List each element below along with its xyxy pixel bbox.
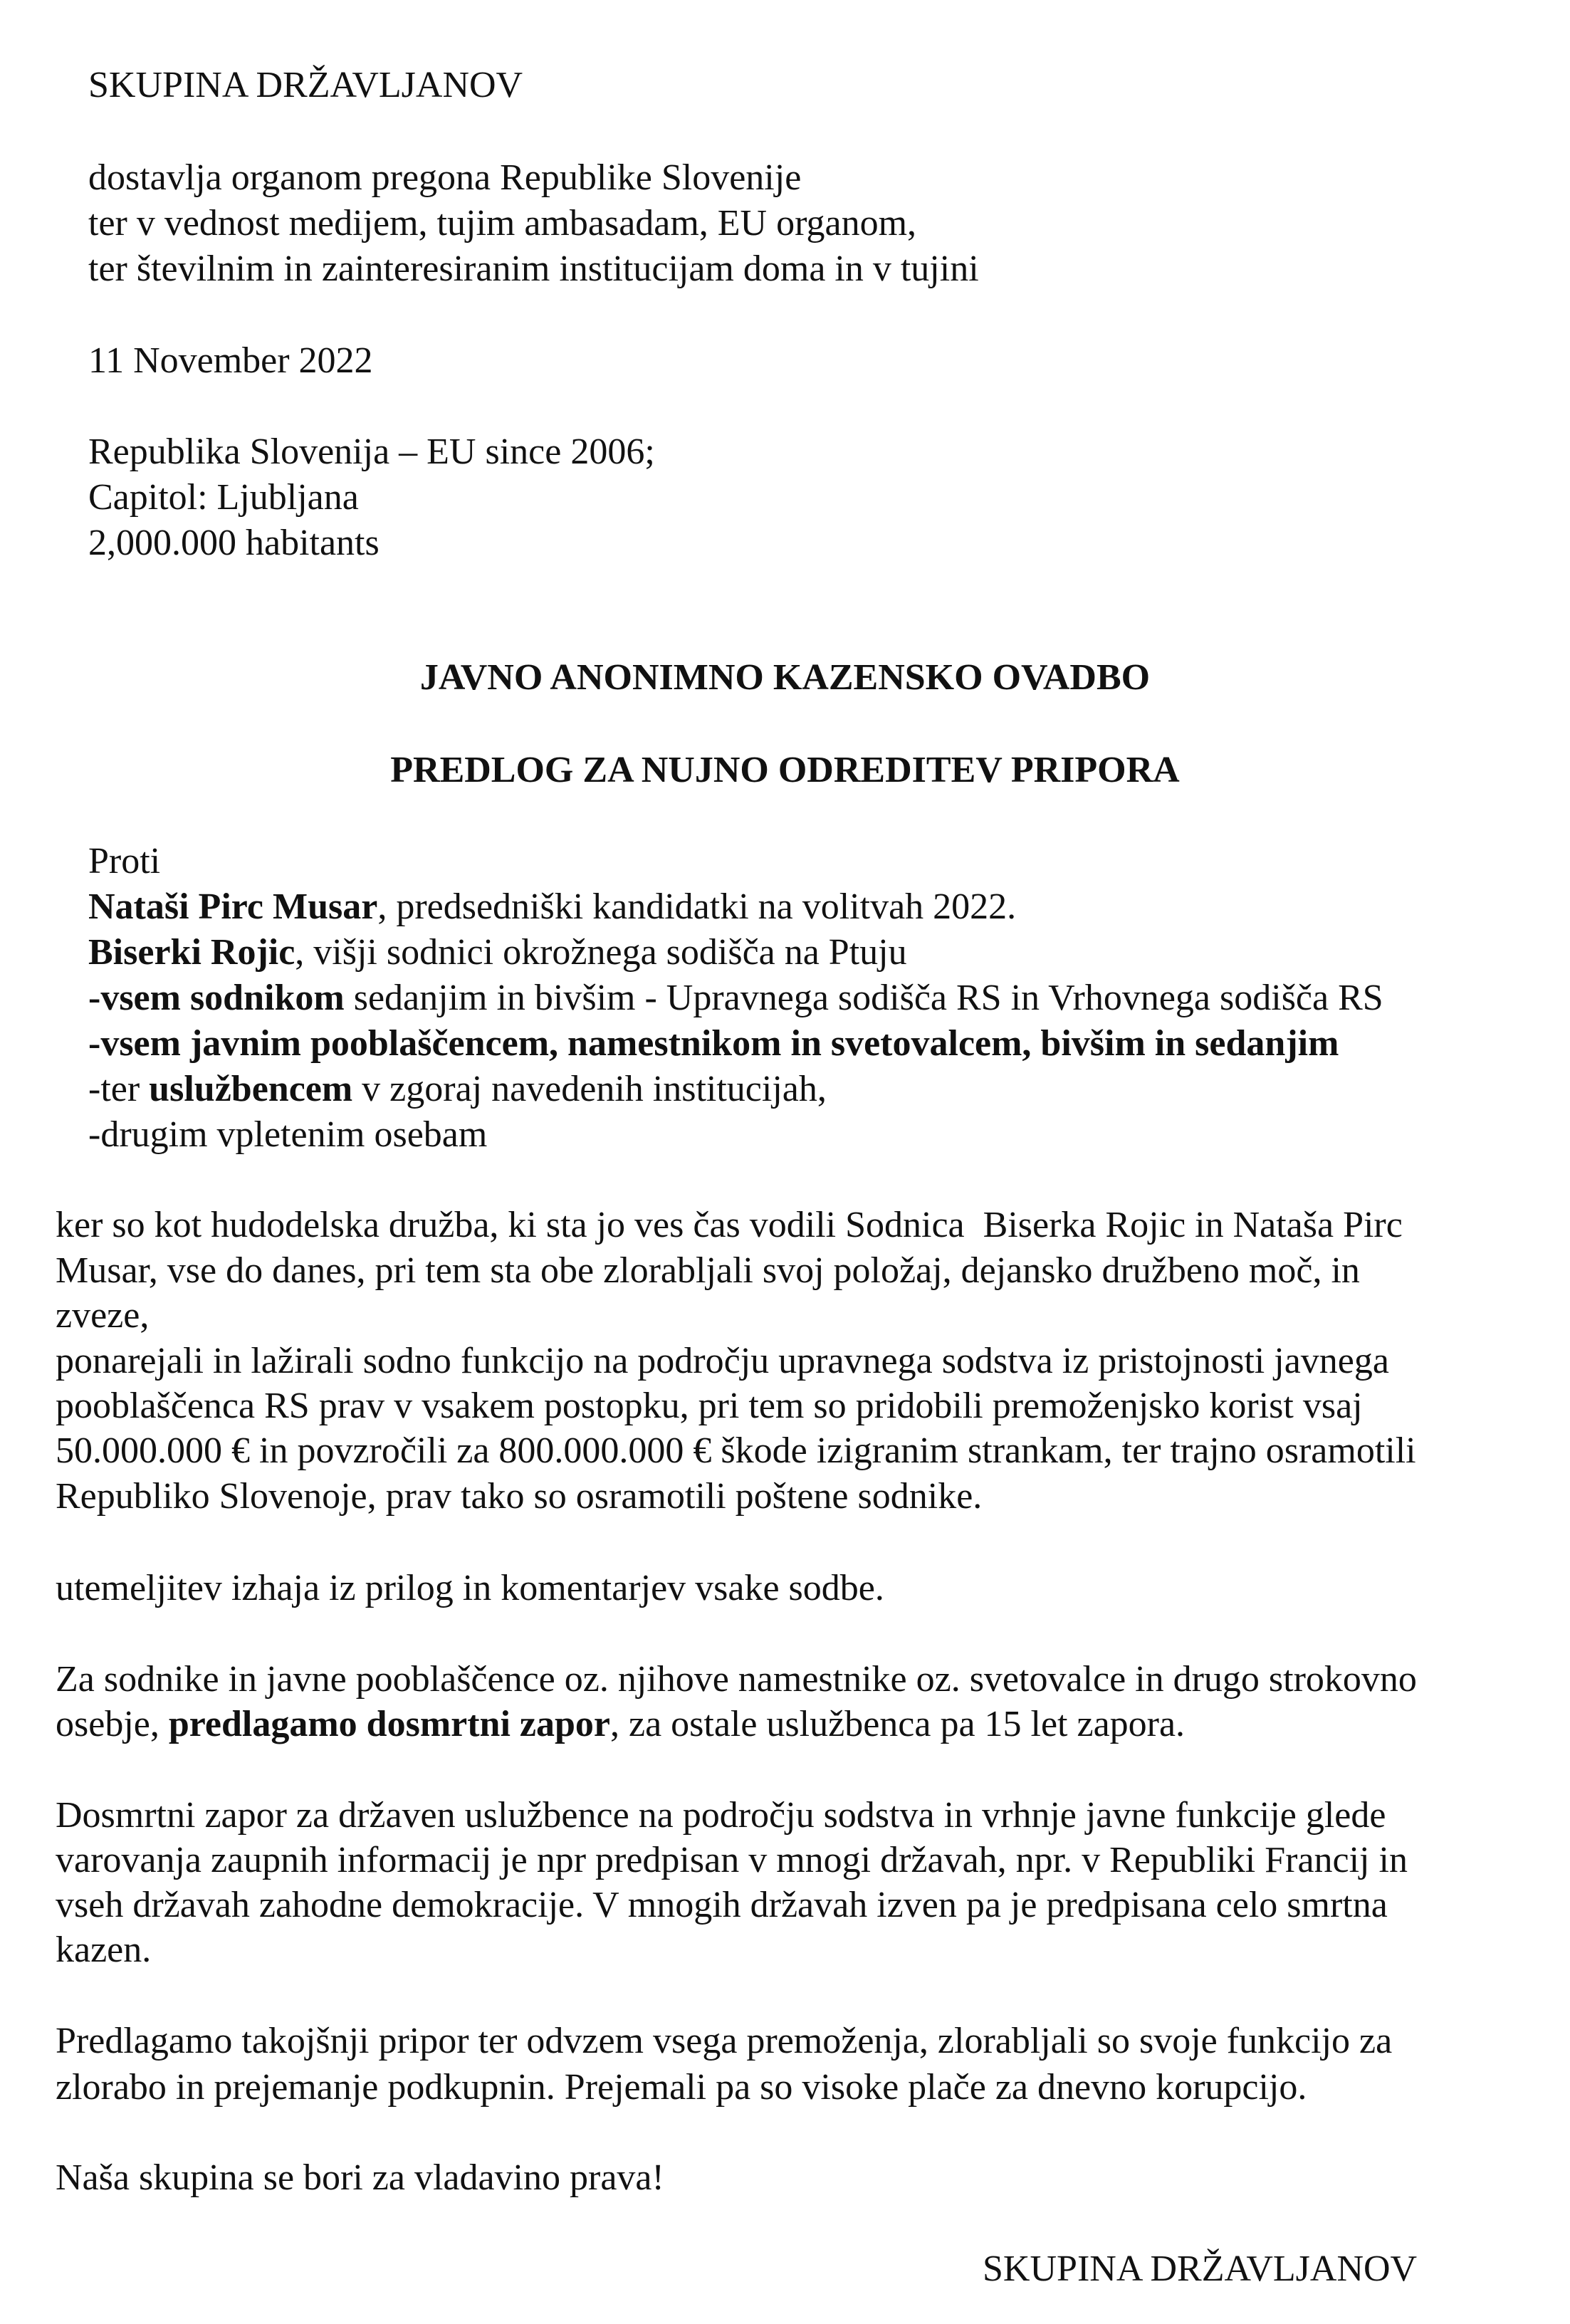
paragraph-line: ponarejali in lažirali sodno funkcijo na področju upravnega sodstva iz pristojnosti javnega <box>56 1341 1389 1381</box>
country-info-line: 2,000.000 habitants <box>88 523 380 563</box>
recipients-line: ter številnim in zainteresiranim institucijam doma in v tujini <box>88 248 979 289</box>
paragraph-line: ker so kot hudodelska družba, ki sta jo ves čas vodili Sodnica Biserka Rojic in Nataša Pirc <box>56 1205 1403 1245</box>
against-item-text: , predsedniški kandidatki na volitvah 2022. <box>377 886 1017 927</box>
against-item-name: Nataši Pirc Musar <box>88 886 378 927</box>
against-item <box>88 1021 1339 1067</box>
paragraph-line <box>56 1702 1185 1747</box>
paragraph-line: varovanja zaupnih informacij je npr predpisan v mnogi državah, npr. v Republiki Francij in <box>56 1840 1408 1880</box>
paragraph-line: 50.000.000 € in povzročili za 800.000.000 € škode izigranim strankam, ter trajno osramotili <box>56 1430 1416 1471</box>
paragraph-line: Musar, vse do danes, pri tem sta obe zlorabljali svoj položaj, dejansko družbeno moč, in <box>56 1250 1360 1291</box>
paragraph-line: vseh državah zahodne demokracije. V mnogih državah izven pa je predpisana celo smrtna <box>56 1885 1388 1925</box>
country-info-line: Capitol: Ljubljana <box>88 477 359 518</box>
sender-name: SKUPINA DRŽAVLJANOV <box>88 65 523 105</box>
against-item <box>88 1067 827 1112</box>
country-info-line: Republika Slovenija – EU since 2006; <box>88 431 655 472</box>
against-item <box>88 1112 487 1158</box>
against-item-text: , višji sodnici okrožnega sodišča na Ptuju <box>295 932 907 973</box>
paragraph-line: Predlagamo takojšnji pripor ter odvzem vsega premoženja, zlorabljali so svoje funkcijo za <box>56 2021 1393 2061</box>
against-item-name: -vsem sodnikom <box>88 978 345 1018</box>
recipients-line: dostavlja organom pregona Republike Slovenije <box>88 157 802 198</box>
against-item <box>88 930 907 975</box>
against-item-prefix: -ter <box>88 1069 150 1109</box>
against-item-name: Biserki Rojic <box>88 932 295 973</box>
against-item-name: uslužbencem <box>149 1069 353 1109</box>
against-item <box>88 884 1016 930</box>
paragraph-line: kazen. <box>56 1930 152 1970</box>
paragraph-line: Za sodnike in javne pooblaščence oz. njihove namestnike oz. svetovalce in drugo strokovno <box>56 1659 1417 1700</box>
against-item <box>88 975 1383 1021</box>
document-title: JAVNO ANONIMNO KAZENSKO OVADBO <box>419 657 1151 698</box>
paragraph-text: osebje, <box>56 1704 169 1744</box>
paragraph-emphasis: predlagamo dosmrtni zapor <box>168 1704 610 1744</box>
closing-statement: Naša skupina se bori za vladavino prava! <box>56 2157 664 2198</box>
paragraph-line: utemeljitev izhaja iz prilog in komentarjev vsake sodbe. <box>56 1568 884 1608</box>
paragraph-line: zlorabo in prejemanje podkupnin. Prejemali pa so visoke plače za dnevno korupcijo. <box>56 2067 1307 2108</box>
against-item-name: -vsem javnim pooblaščencem, namestnikom in svetovalcem, bivšim in sedanjim <box>88 1023 1339 1064</box>
paragraph-line: Dosmrtni zapor za državen uslužbence na področju sodstva in vrhnje javne funkcije glede <box>56 1795 1386 1836</box>
paragraph-line: zveze, <box>56 1295 150 1336</box>
signature: SKUPINA DRŽAVLJANOV <box>983 2249 1418 2289</box>
paragraph-line: Republiko Slovenoje, prav tako so osramotili poštene sodnike. <box>56 1476 983 1517</box>
document-date: 11 November 2022 <box>88 340 373 381</box>
against-item-text: sedanjim in bivšim - Upravnega sodišča RS in Vrhovnega sodišča RS <box>344 978 1383 1018</box>
paragraph-text: , za ostale uslužbenca pa 15 let zapora. <box>609 1704 1186 1744</box>
document-subtitle: PREDLOG ZA NUJNO ODREDITEV PRIPORA <box>390 750 1180 790</box>
against-item-text: v zgoraj navedenih institucijah, <box>352 1069 827 1109</box>
against-label: Proti <box>88 841 161 881</box>
against-item-prefix: -drugim vpletenim osebam <box>88 1114 488 1155</box>
recipients-line: ter v vednost medijem, tujim ambasadam, EU organom, <box>88 203 917 244</box>
paragraph-line: pooblaščenca RS prav v vsakem postopku, pri tem so pridobili premoženjsko korist vsaj <box>56 1386 1363 1426</box>
